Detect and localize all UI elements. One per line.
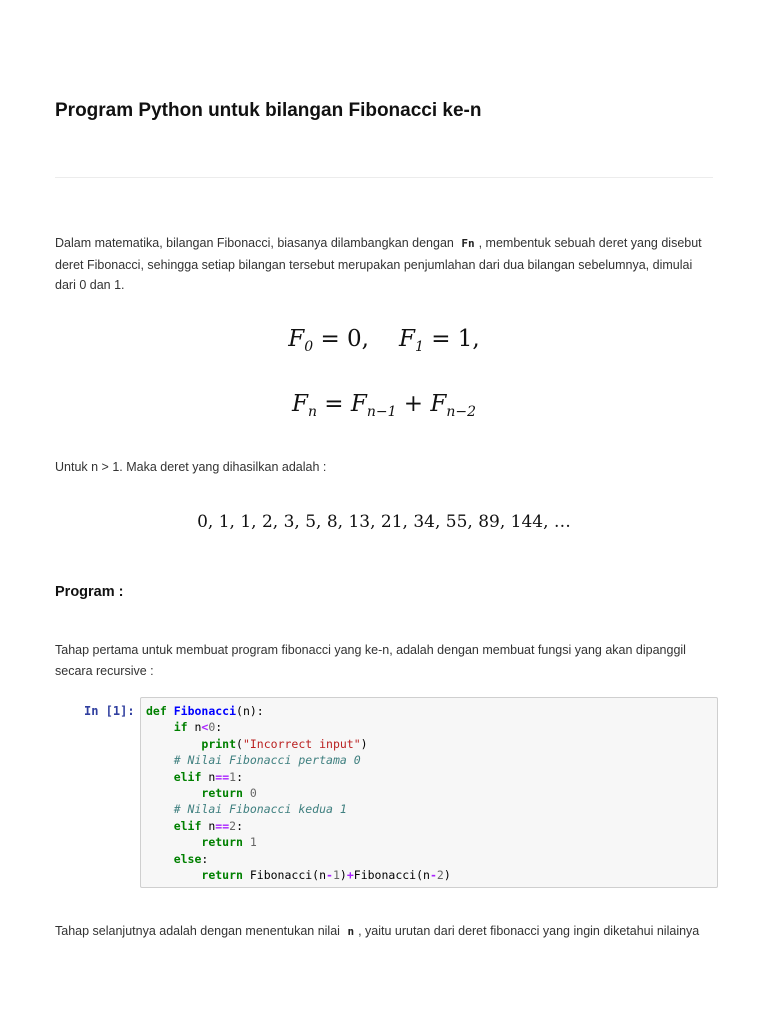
plus-sign: + [396,391,431,417]
code-line [146,736,712,752]
code-token [243,786,250,800]
title-divider [55,177,713,178]
code-token: 1 [249,835,257,850]
code-line [146,851,712,867]
code-token [146,819,174,833]
code-line [146,818,712,834]
code-token [146,835,201,849]
code-token: 1 [332,867,340,882]
code-line [146,834,712,850]
code-token [146,720,174,734]
code-token: + [346,867,354,882]
code-token: (n): [236,704,264,718]
code-block[interactable] [146,703,712,883]
f0-rhs: = 0, [313,326,369,352]
step2-inline-code: n [347,925,355,938]
code-token: # Nilai Fibonacci pertama 0 [173,753,361,768]
code-token: Fibonacci(n [242,867,327,882]
code-token: Fibonacci [173,704,237,718]
code-line [146,719,712,735]
intro-paragraph [55,233,715,296]
f0-subscript: 0 [304,339,314,355]
code-token [146,737,201,751]
code-cell[interactable] [140,697,718,888]
code-token [146,868,201,882]
code-token: Fibonacci(n [353,867,430,882]
code-token [146,802,174,816]
code-line [146,703,712,719]
code-token: 2 [229,818,237,833]
code-token: n [201,818,216,833]
code-line [146,867,712,883]
code-token: if [173,720,188,735]
f1-subscript: 1 [414,339,424,355]
code-token [146,753,174,767]
formula-recurrence [55,391,713,420]
code-token: ) [339,867,347,882]
formula-initial-values [55,326,713,355]
code-token: == [215,769,230,784]
intro-text-after: , membentuk sebuah deret yang disebut deret Fibonacci, sehingga setiap bilangan tersebut merupakan penjumlahan dari dua bilangan sebelumnya, dimulai dari 0 dan 1. [55,236,702,292]
code-token: n [187,720,202,735]
code-token: n [201,769,216,784]
code-token: 0 [249,785,257,800]
code-token: elif [173,818,202,833]
fn1-symbol: F [350,391,367,417]
intro-text-before: Dalam matematika, bilangan Fibonacci, biasanya dilambangkan dengan [55,236,454,250]
code-line [146,785,712,801]
code-token: print [201,736,237,751]
code-line [146,752,712,768]
code-token: return [201,867,243,882]
step2-text-after: , yaitu urutan dari deret fibonacci yang ingin diketahui nilainya [358,924,700,938]
step1-paragraph: Tahap pertama untuk membuat program fibonacci yang ke-n, adalah dengan membuat fungsi yang akan dipanggil secara recursive : [55,643,686,678]
code-token: ) [443,867,451,882]
code-token [146,770,174,784]
code-token [243,835,250,849]
code-token: 1 [229,769,237,784]
code-token: : [236,769,243,784]
f0-symbol: F [288,326,305,352]
code-token: == [215,818,230,833]
equals-sign: = [316,391,351,417]
fibonacci-sequence: 0, 1, 1, 2, 3, 5, 8, 13, 21, 34, 55, 89, 144, … [197,512,571,532]
f1-rhs: = 1, [423,326,480,352]
code-token: 0 [208,720,216,735]
code-token: - [429,867,437,882]
input-prompt: In [1]: [84,704,135,718]
code-token: ) [360,736,368,751]
page-title: Program Python untuk bilangan Fibonacci ke-n [55,100,482,121]
code-token: : [215,720,223,735]
code-token: 2 [436,867,444,882]
fn2-symbol: F [430,391,447,417]
code-token: "Incorrect input" [242,736,361,751]
step2-text-before: Tahap selanjutnya adalah dengan menentukan nilai [55,924,340,938]
code-token: # Nilai Fibonacci kedua 1 [173,802,347,817]
fn-subscript: n [307,404,317,420]
code-token [167,704,174,718]
code-token [146,852,174,866]
code-token: < [201,720,209,735]
fn-symbol: F [291,391,308,417]
code-token [146,786,201,800]
code-line [146,801,712,817]
code-token: : [201,851,209,866]
fn2-subscript: n−2 [446,404,477,420]
code-token: def [146,704,167,718]
fn1-subscript: n−1 [366,404,397,420]
condition-paragraph: Untuk n > 1. Maka deret yang dihasilkan adalah : [55,460,327,474]
code-line [146,769,712,785]
intro-inline-code: Fn [461,237,475,250]
step2-paragraph [55,921,715,943]
code-token: ( [236,736,243,751]
code-token: else [173,851,202,866]
code-token: : [236,818,243,833]
code-token: return [201,785,243,800]
program-heading: Program : [55,584,124,600]
code-token: - [326,867,333,882]
code-token: return [201,835,243,850]
code-token: elif [173,769,202,784]
f1-symbol: F [399,326,415,352]
